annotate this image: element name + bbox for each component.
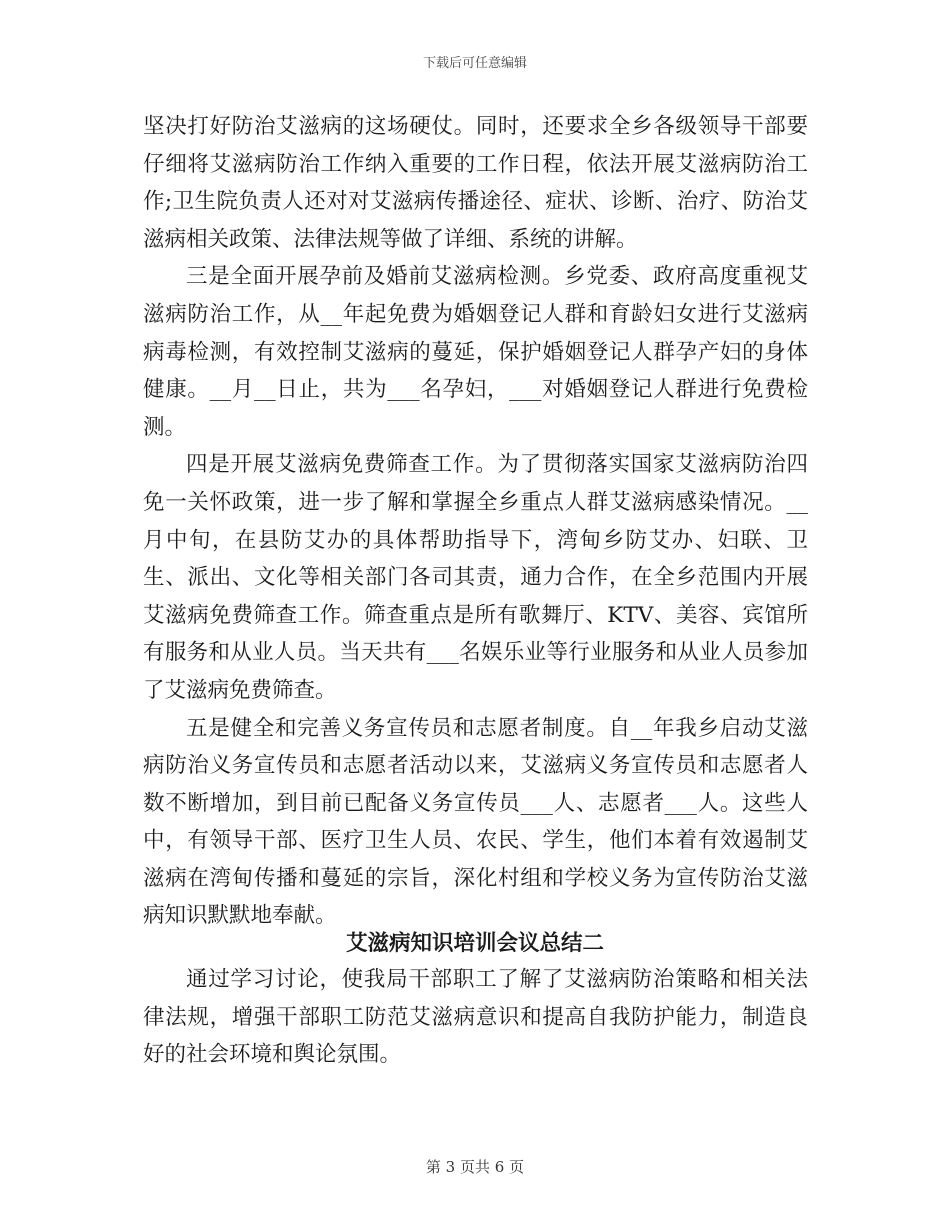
paragraph: 五是健全和完善义务宣传员和志愿者制度。自__年我乡启动艾滋病防治义务宣传员和志愿者活动以来，艾滋病义务宣传员和志愿者人数不断增加，到目前已配备义务宣传员___人、志愿者___人。这些人中，有领导干部、医疗卫生人员、农民、学生，他们本着有效遏制艾滋病在湾甸传播和蔓延的宗旨，深化村组和学校义务为宣传防治艾滋病知识默默地奉献。 [143, 715, 808, 929]
paragraph: 通过学习讨论，使我局干部职工了解了艾滋病防治策略和相关法律法规，增强干部职工防范艾滋病意识和提高自我防护能力，制造良好的社会环境和舆论氛围。 [143, 967, 808, 1068]
page-header: 下载后可任意编辑 [422, 56, 527, 71]
paragraph: 三是全面开展孕前及婚前艾滋病检测。乡党委、政府高度重视艾滋病防治工作，从__年起免费为婚姻登记人群和育龄妇女进行艾滋病病毒检测，有效控制艾滋病的蔓延，保护婚姻登记人群孕产妇的身体健康。__月__日止，共为___名孕妇，___对婚姻登记人群进行免费检测。 [143, 264, 808, 440]
section-title: 艾滋病知识培训会议总结二 [345, 931, 604, 956]
paragraph: 坚决打好防治艾滋病的这场硬仗。同时，还要求全乡各级领导干部要仔细将艾滋病防治工作纳入重要的工作日程，依法开展艾滋病防治工作;卫生院负责人还对对艾滋病传播途径、症状、诊断、治疗、防治艾滋病相关政策、法律法规等做了详细、系统的讲解。 [143, 114, 808, 252]
document-body [143, 108, 808, 935]
paragraph: 四是开展艾滋病免费筛查工作。为了贯彻落实国家艾滋病防治四免一关怀政策，进一步了解和掌握全乡重点人群艾滋病感染情况。__月中旬，在县防艾办的具体帮助指导下，湾甸乡防艾办、妇联、卫生、派出、文化等相关部门各司其责，通力合作，在全乡范围内开展艾滋病免费筛查工作。筛查重点是所有歌舞厅、KTV、美容、宾馆所有服务和从业人员。当天共有___名娱乐业等行业服务和从业人员参加了艾滋病免费筛查。 [143, 452, 808, 703]
section-body [143, 961, 808, 1074]
page-footer: 第 3 页共 6 页 [425, 1158, 525, 1176]
